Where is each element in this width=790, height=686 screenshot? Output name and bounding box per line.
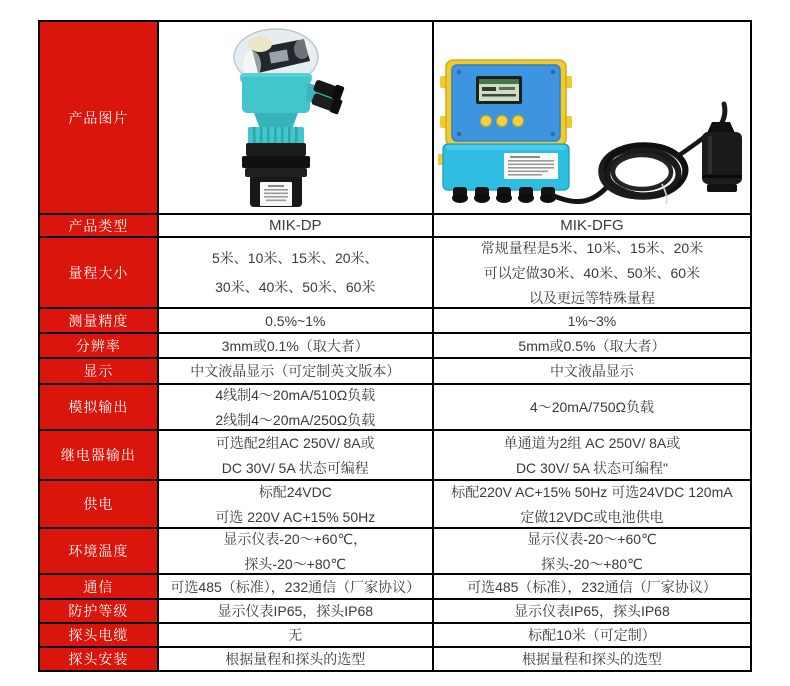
- label-communication: [40, 575, 159, 600]
- label-product-type: [40, 215, 159, 238]
- cell-line: 探头-20～+80℃: [541, 555, 643, 572]
- label-resolution: [40, 334, 159, 359]
- dfg-display: [434, 359, 752, 385]
- cell-line: 4～20mA/750Ω负载: [529, 399, 654, 415]
- cell-line: 根据量程和探头的选型: [225, 651, 366, 667]
- dfg-probe-cable: [434, 624, 752, 648]
- cell-line: 可以定做30米、40米、50米、60米: [483, 264, 701, 281]
- dfg-analog-output: [434, 385, 752, 431]
- table-row: [40, 575, 752, 600]
- row-label: 环境温度: [68, 543, 129, 559]
- dp-resolution: [159, 334, 434, 359]
- cell-line: 无: [288, 627, 303, 643]
- cell-line: 1%~3%: [567, 312, 617, 329]
- cell-line: MIK-DP: [269, 216, 322, 234]
- cell-line: DC 30V/ 5A 状态可编程: [221, 459, 369, 476]
- label-probe-installation: [40, 648, 159, 672]
- dp-probe-installation: [159, 648, 434, 672]
- row-label: 供电: [83, 496, 114, 512]
- dp-power-supply: [159, 481, 434, 529]
- dp-relay-output: [159, 431, 434, 481]
- row-label: 产品图片: [68, 109, 129, 126]
- lcd-display: [476, 76, 522, 104]
- row-label: 通信: [83, 578, 114, 595]
- dp-measuring-range: [159, 238, 434, 309]
- table-row: [40, 22, 752, 215]
- cell-line: 标配24VDC: [258, 483, 332, 500]
- cell-line: 可选485（标准），232通信（厂家协议）: [467, 578, 717, 595]
- cell-line: DC 30V/ 5A 状态可编程": [515, 459, 668, 476]
- cell-line: 定做12VDC或电池供电: [520, 508, 664, 525]
- cell-line: 可选配2组AC 250V/ 8A或: [215, 434, 375, 451]
- cell-line: 显示仪表-20～+60℃: [527, 530, 657, 547]
- cell-line: 5mm或0.5%（取大者）: [518, 337, 666, 354]
- dp-product-image-cell: [159, 22, 434, 215]
- cell-line: 单通道为2组 AC 250V/ 8A或: [503, 434, 681, 451]
- table-row: [40, 481, 752, 529]
- dp-probe-cable: [159, 624, 434, 648]
- transducer: [242, 143, 310, 207]
- cell-line: 以及更远等特殊量程: [528, 289, 655, 306]
- cell-line: 标配10米（可定制）: [528, 627, 656, 643]
- dfg-resolution: [434, 334, 752, 359]
- dp-product-type: [159, 215, 434, 238]
- dp-ambient-temperature: [159, 529, 434, 575]
- dp-analog-output: [159, 385, 434, 431]
- cable-coil: [554, 145, 686, 204]
- row-label: 模拟输出: [68, 399, 129, 415]
- table-row: [40, 359, 752, 385]
- table-row: [40, 385, 752, 431]
- label-protection-rating: [40, 600, 159, 624]
- cell-line: 根据量程和探头的选型: [521, 651, 662, 667]
- dp-accuracy: [159, 309, 434, 334]
- cell-line: 标配220V AC+15% 50Hz 可选24VDC 120mA: [451, 483, 733, 500]
- table-row: [40, 238, 752, 309]
- product-spec-comparison-table: [38, 20, 752, 672]
- cell-line: 3mm或0.1%（取大者）: [221, 337, 369, 354]
- label-power-supply: [40, 481, 159, 529]
- label-analog-output: [40, 385, 159, 431]
- table-row: [40, 648, 752, 672]
- row-label: 分辨率: [75, 337, 121, 354]
- cell-line: 可选485（标准），232通信（厂家协议）: [170, 578, 421, 595]
- control-buttons: [480, 115, 523, 126]
- row-label: 防护等级: [68, 603, 129, 619]
- label-display: [40, 359, 159, 385]
- table-row: [40, 215, 752, 238]
- table-row: [40, 529, 752, 575]
- dfg-ambient-temperature: [434, 529, 752, 575]
- dfg-relay-output: [434, 431, 752, 481]
- dp-communication: [159, 575, 434, 600]
- probe-transducer: [678, 104, 742, 192]
- dfg-product-type: [434, 215, 752, 238]
- cell-line: 中文液晶显示（可定制英文版本）: [190, 363, 401, 379]
- cell-line: 中文液晶显示: [549, 363, 634, 379]
- terminal-box: [438, 144, 569, 190]
- dfg-probe-installation: [434, 648, 752, 672]
- cell-line: 5米、10米、15米、20米、: [212, 250, 379, 266]
- label-accuracy: [40, 309, 159, 334]
- label-product-image: [40, 22, 159, 215]
- label-measuring-range: [40, 238, 159, 309]
- cell-line: 4线制4～20mA/510Ω负载: [215, 386, 376, 403]
- row-label: 产品类型: [68, 217, 129, 234]
- mik-dfg-product-photo-icon: [438, 32, 746, 204]
- threaded-collar: [248, 127, 304, 144]
- label-ambient-temperature: [40, 529, 159, 575]
- neck: [254, 113, 298, 129]
- row-label: 量程大小: [68, 264, 129, 281]
- cell-line: 2线制4～20mA/250Ω负载: [215, 411, 376, 428]
- row-label: 探头安装: [68, 651, 129, 667]
- cell-line: 显示仪表IP65，探头IP68: [217, 603, 374, 619]
- cell-line: 0.5%~1%: [265, 312, 326, 329]
- dfg-communication: [434, 575, 752, 600]
- dfg-product-image-cell: [434, 22, 752, 215]
- dfg-protection-rating: [434, 600, 752, 624]
- label-relay-output: [40, 431, 159, 481]
- dfg-accuracy: [434, 309, 752, 334]
- cell-line: 常规量程是5米、10米、15米、20米: [480, 239, 704, 256]
- mik-dp-product-photo-icon: [230, 27, 360, 209]
- label-probe-cable: [40, 624, 159, 648]
- dfg-measuring-range: [434, 238, 752, 309]
- dfg-power-supply: [434, 481, 752, 529]
- cell-line: 可选 220V AC+15% 50Hz: [215, 508, 376, 525]
- row-label: 探头电缆: [68, 627, 129, 643]
- cell-line: 30米、40米、50米、60米: [215, 279, 376, 295]
- dp-display: [159, 359, 434, 385]
- dp-protection-rating: [159, 600, 434, 624]
- table-row: [40, 309, 752, 334]
- row-label: 显示: [83, 363, 114, 379]
- cell-line: MIK-DFG: [560, 216, 624, 234]
- table-row: [40, 334, 752, 359]
- cell-line: 显示仪表IP65，探头IP68: [514, 603, 670, 619]
- cell-line: 显示仪表-20～+60℃，: [223, 530, 368, 547]
- table-row: [40, 600, 752, 624]
- table-row: [40, 431, 752, 481]
- row-label: 测量精度: [68, 312, 129, 329]
- table-row: [40, 624, 752, 648]
- cell-line: 探头-20～+80℃: [244, 555, 347, 572]
- row-label: 继电器输出: [60, 447, 136, 463]
